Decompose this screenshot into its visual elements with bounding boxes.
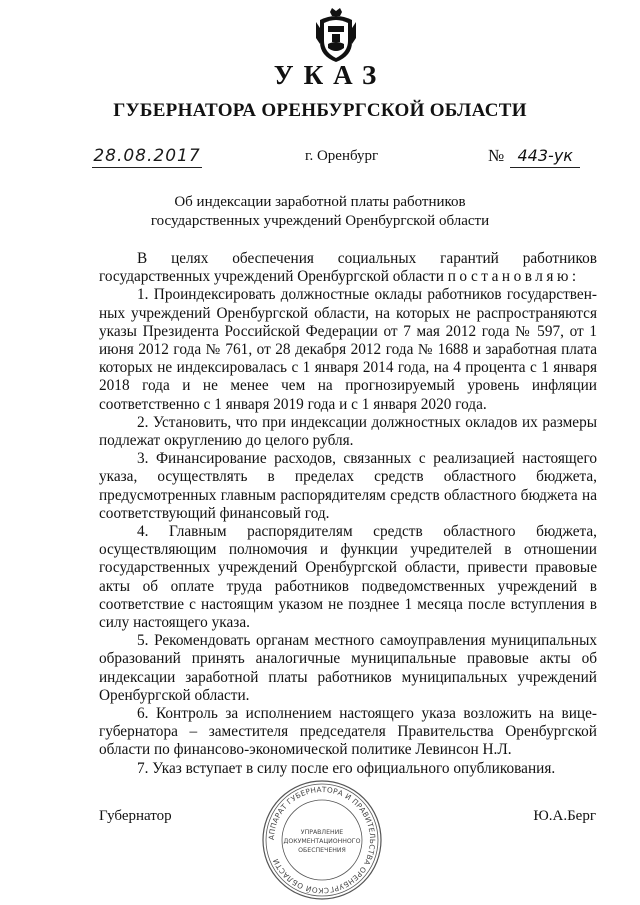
decree-item: 1. Проиндексировать должностные оклады работников государственных учреждений Оренбургской области, на которых не распространяются указы Президента Российской Федерации от 7 мая 2012 года № 597, от 1 июня 2012 года № 761, от 28 декабря 2012 года № 1688 и заработная плата которых не индексировалась с 1 января 2014 года, на 4 процента с 1 января 2018 года и не менее чем на прогнозируемый уровень инфляции соответственно с 1 января 2019 года и с 1 января 2020 года. bbox=[99, 286, 597, 413]
decree-city: г. Оренбург bbox=[305, 148, 379, 164]
document-type-title: УКАЗ bbox=[273, 60, 387, 90]
decree-item: 4. Главным распорядителям средств областного бюджета, осуществляющим полномочия и функции учредителей в отношении государственных учреждений Оренбургской области, привести правовые акты об оплате труда работников подведомственных учреждений в соответствие с настоящим указом не позднее 1 месяца после вступления в силу настоящего указа. bbox=[99, 523, 597, 632]
stamp-line: ОБЕСПЕЧЕНИЯ bbox=[298, 847, 346, 854]
preamble-paragraph bbox=[99, 250, 597, 286]
decree-number-value: 443-ук bbox=[510, 145, 580, 168]
decree-number bbox=[488, 145, 580, 168]
decree-item: 6. Контроль за исполнением настоящего указа возложить на вице-губернатора – заместителя председателя Правительства Оренбургской области по финансово-экономической политике Левинсон Н.Л. bbox=[99, 705, 597, 759]
official-stamp bbox=[260, 778, 384, 902]
decree-subject-line: Об индексации заработной платы работников bbox=[174, 194, 466, 210]
decree-item: 3. Финансирование расходов, связанных с реализацией настоящего указа, осуществлять в пределах средств областного бюджета, предусмотренных главным распорядителям средств областного бюджета на соответствующий финансовый год. bbox=[99, 450, 597, 522]
stamp-line: УПРАВЛЕНИЕ bbox=[300, 829, 344, 836]
decree-body bbox=[99, 250, 597, 778]
decree-item: 2. Установить, что при индексации должностных окладов их размеры подлежат округлению до целого рубля. bbox=[99, 413, 597, 450]
issuer-title: ГУБЕРНАТОРА ОРЕНБУРГСКОЙ ОБЛАСТИ bbox=[113, 100, 527, 121]
number-sign: № bbox=[488, 146, 505, 165]
decree-date: 28.08.2017 bbox=[93, 146, 201, 166]
signatory-name: Ю.А.Берг bbox=[533, 808, 596, 824]
stamp-line: ДОКУМЕНТАЦИОННОГО bbox=[283, 838, 361, 845]
coat-of-arms-icon bbox=[314, 8, 358, 64]
signatory-position: Губернатор bbox=[99, 808, 172, 824]
preamble-text: В целях обеспечения социальных гарантий работников государственных учреждений Оренбургской области bbox=[99, 250, 597, 286]
decree-item: 7. Указ вступает в силу после его официального опубликования. bbox=[137, 759, 556, 777]
decree-subject bbox=[0, 193, 640, 231]
stamp-ring-text: АППАРАТ ГУБЕРНАТОРА И ПРАВИТЕЛЬСТВА ОРЕНБУРГСКОЙ ОБЛАСТИ bbox=[266, 784, 378, 896]
decree-subject-line: государственных учреждений Оренбургской области bbox=[150, 213, 490, 229]
decree-item: 5. Рекомендовать органам местного самоуправления муниципальных образований принять аналогичные муниципальные правовые акты об индексации заработной платы работников муниципальных учреждений Оренбургской области. bbox=[99, 632, 597, 704]
preamble-keyword: постановляю: bbox=[447, 268, 580, 286]
